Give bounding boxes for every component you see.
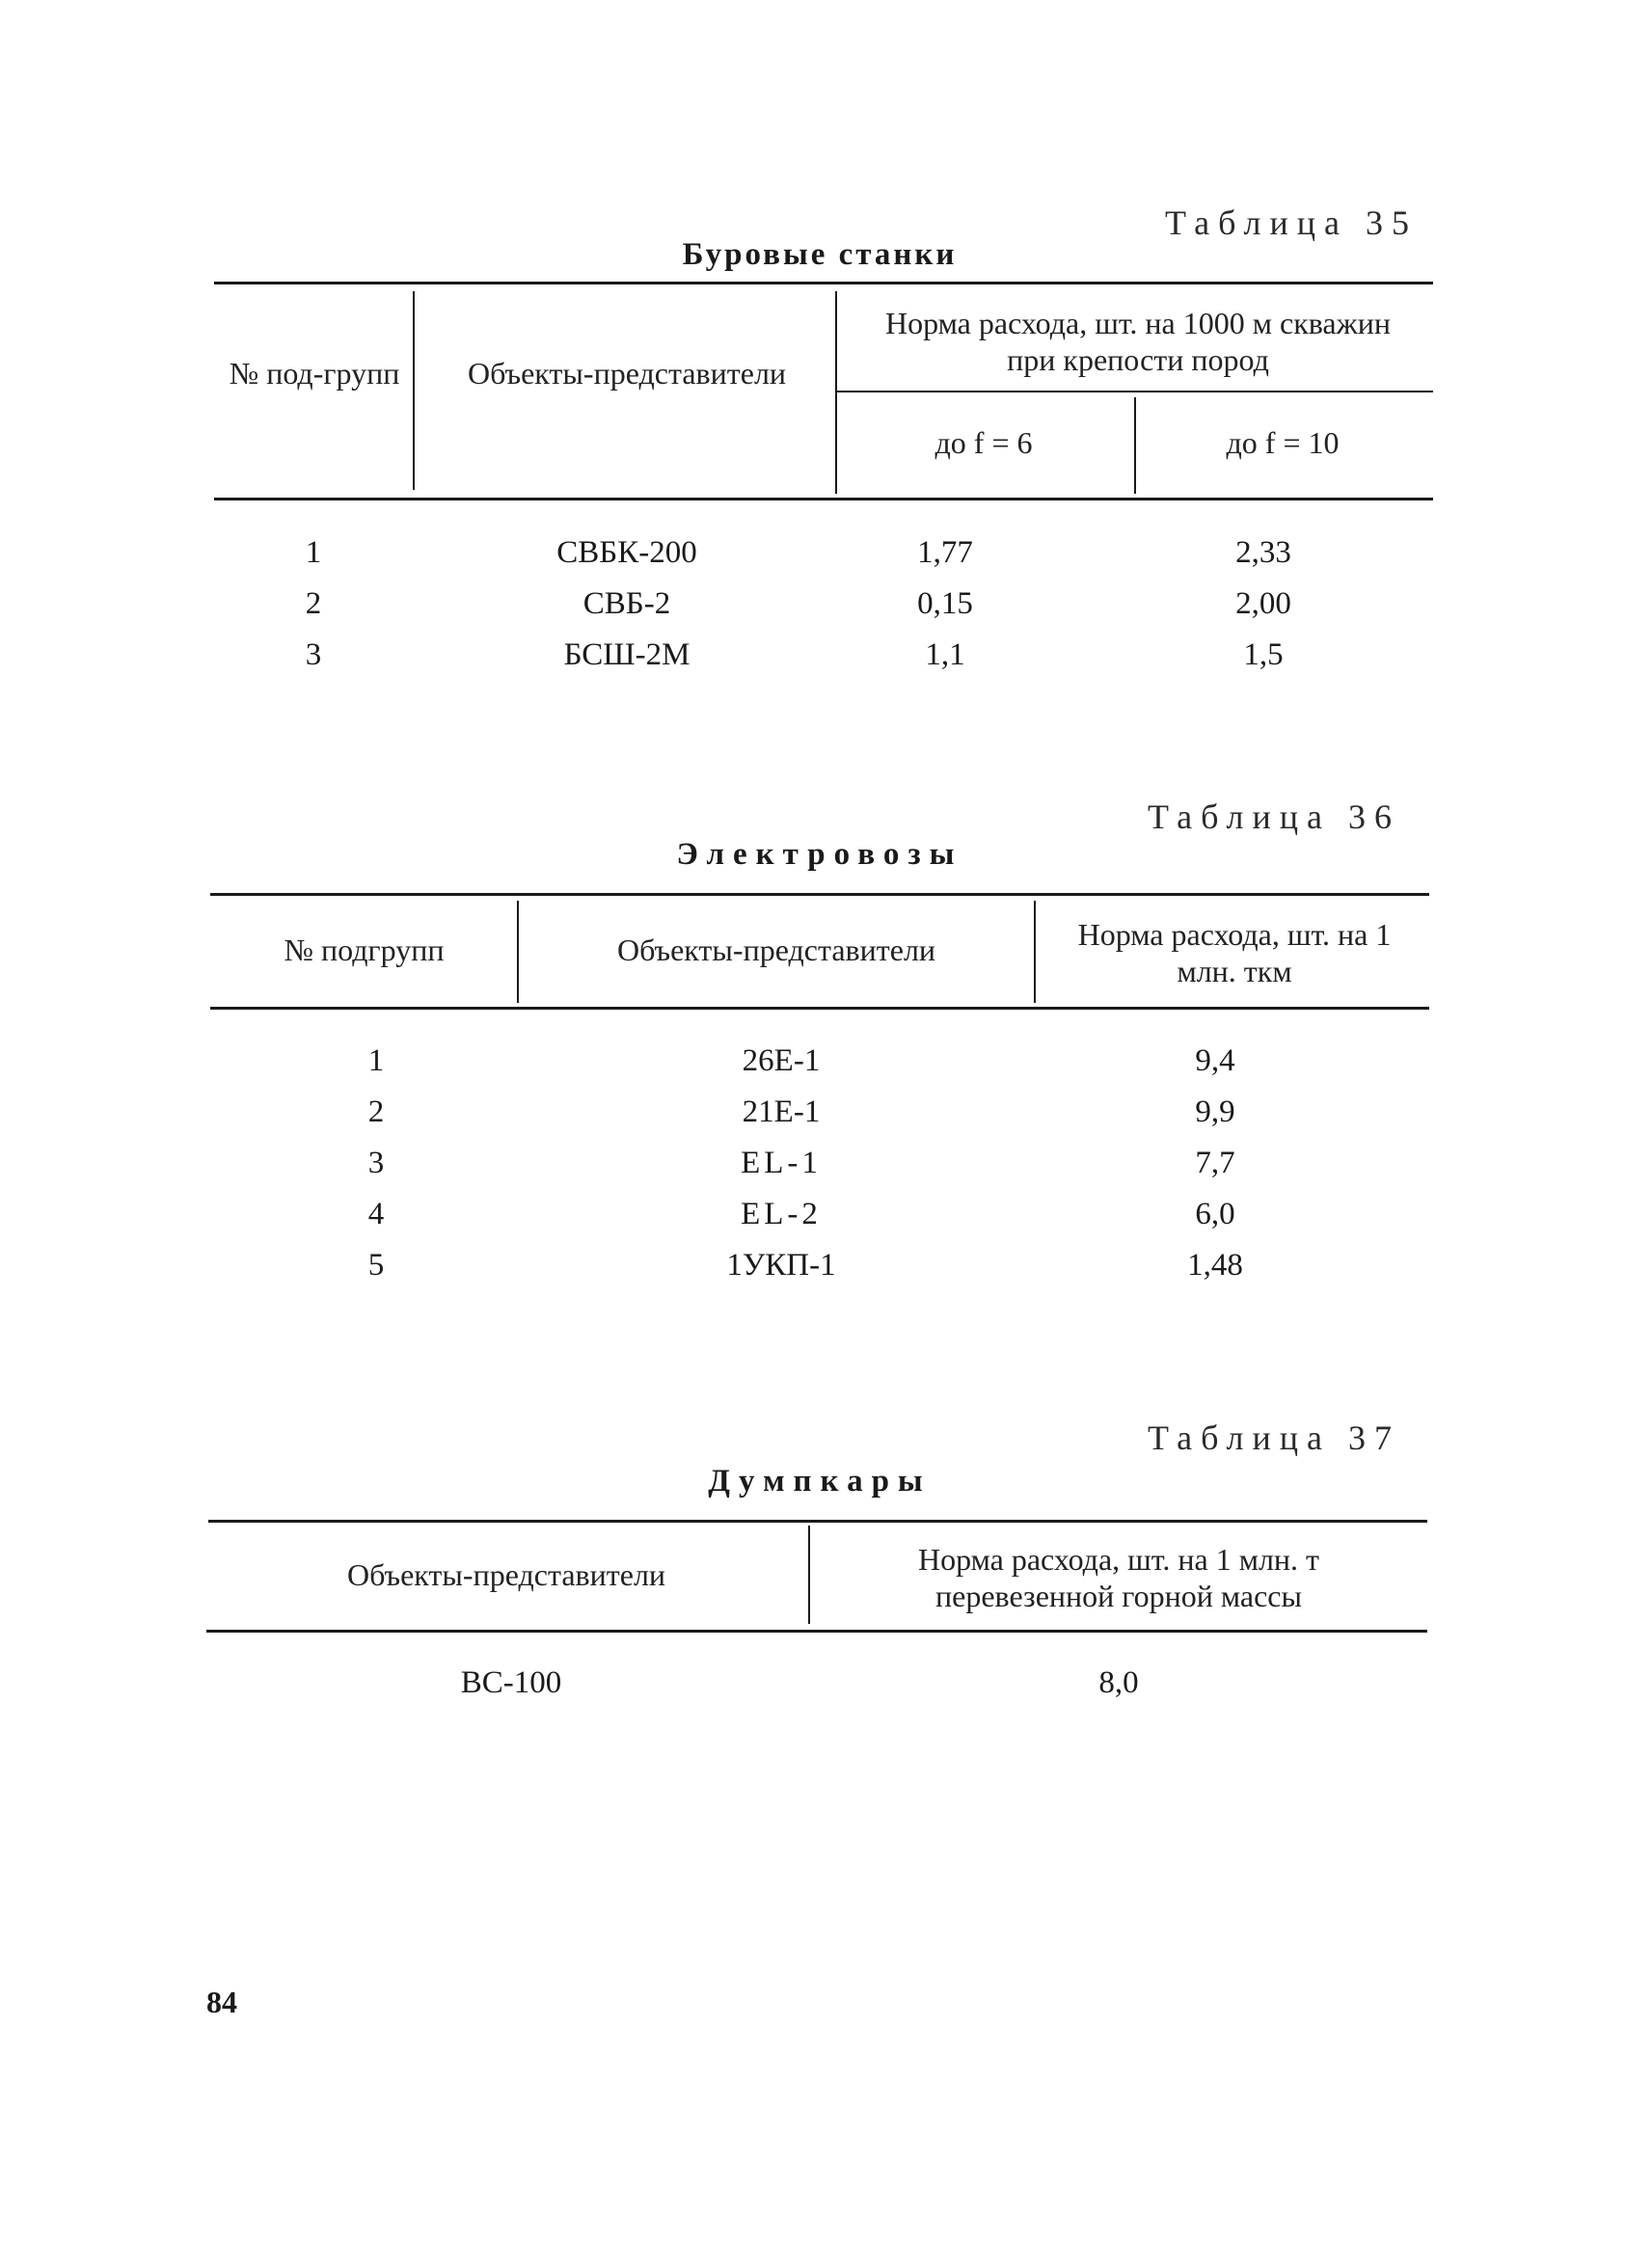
table-cell: 9,4 xyxy=(1195,1043,1235,1078)
table36-header-subgroup: № подгрупп xyxy=(284,932,445,967)
table36-top-rule xyxy=(210,893,1429,896)
table36-divider xyxy=(517,901,519,1003)
table35-divider xyxy=(1134,397,1136,494)
table35-title: Буровые станки xyxy=(682,237,958,272)
table36-header-norm: Норма расхода, шт. на 1 млн. ткм xyxy=(1077,917,1392,988)
table-cell: 5 xyxy=(367,1248,385,1283)
table37-top-rule xyxy=(208,1520,1427,1523)
table35-top-rule xyxy=(214,282,1433,284)
table-cell: 3 xyxy=(305,637,322,672)
table-cell: 4 xyxy=(367,1197,385,1231)
table37-label: Таблица 37 xyxy=(1148,1419,1400,1457)
table37-divider xyxy=(808,1526,810,1624)
table-cell: 0,15 xyxy=(917,586,973,621)
table35-divider xyxy=(835,291,837,494)
table35-header-norm: Норма расхода, шт. на 1000 м скважин при крепости пород xyxy=(885,306,1391,377)
table-cell: БСШ-2М xyxy=(563,637,691,672)
table-cell: 26E-1 xyxy=(742,1043,821,1078)
table36-label: Таблица 36 xyxy=(1148,797,1400,836)
table-cell: 1,48 xyxy=(1187,1248,1243,1283)
table-cell: 1,1 xyxy=(925,637,965,672)
page-number: 84 xyxy=(206,1985,237,2019)
table-cell: 7,7 xyxy=(1195,1146,1235,1180)
table-cell: 6,0 xyxy=(1195,1197,1235,1231)
table35-subheader-rule xyxy=(835,391,1433,392)
table35-header-f10: до f = 10 xyxy=(1226,425,1340,460)
table-cell: 3 xyxy=(367,1146,385,1180)
table-cell: 9,9 xyxy=(1195,1094,1235,1129)
table36-divider xyxy=(1034,901,1036,1003)
table35-header-rule xyxy=(214,498,1433,500)
table37-header-norm: Норма расхода, шт. на 1 млн. т перевезенной горной массы xyxy=(917,1542,1320,1613)
table-cell: 2 xyxy=(367,1094,385,1129)
table-cell: СВБК-200 xyxy=(556,535,697,570)
table-cell: 2,00 xyxy=(1235,586,1291,621)
table-cell: 21E-1 xyxy=(742,1094,821,1129)
table-cell: 1УКП-1 xyxy=(726,1248,836,1283)
table35-header-subgroup: № под-групп xyxy=(229,356,400,391)
table35-header-objects: Объекты-представители xyxy=(467,356,787,391)
table-cell: 8,0 xyxy=(1098,1665,1139,1700)
table35-header-f6: до f = 6 xyxy=(934,425,1033,460)
table-cell: ВС-100 xyxy=(460,1665,562,1700)
table37-header-rule xyxy=(206,1630,1427,1633)
table-cell: EL-1 xyxy=(741,1146,822,1180)
table-cell: 1 xyxy=(367,1043,385,1078)
table-cell: 1,5 xyxy=(1243,637,1284,672)
table-cell: 1 xyxy=(305,535,322,570)
table-cell: EL-2 xyxy=(741,1197,822,1231)
table35-divider xyxy=(413,291,415,490)
table37-title: Думпкары xyxy=(708,1464,932,1499)
table-cell: 2 xyxy=(305,586,322,621)
table37-header-objects: Объекты-представители xyxy=(346,1557,666,1592)
table36-header-rule xyxy=(210,1007,1429,1010)
table36-header-objects: Объекты-представители xyxy=(616,932,936,967)
table-cell: 1,77 xyxy=(917,535,973,570)
table35-label: Таблица 35 xyxy=(1165,203,1418,242)
table36-title: Электровозы xyxy=(676,837,963,872)
table-cell: 2,33 xyxy=(1235,535,1291,570)
table-cell: СВБ-2 xyxy=(582,586,671,621)
